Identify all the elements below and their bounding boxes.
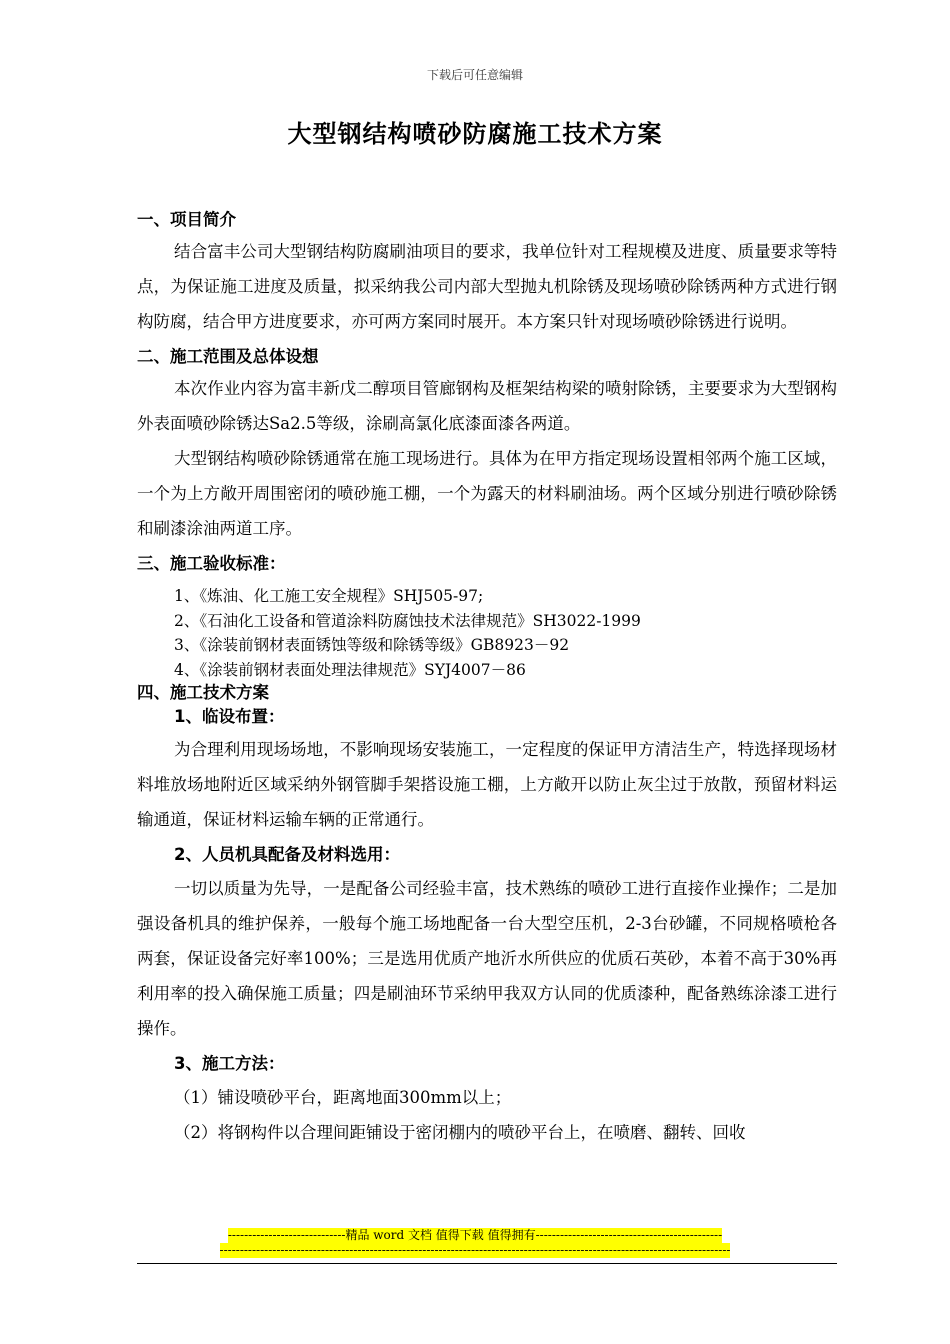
section-heading-intro: 一、项目简介 (137, 210, 236, 229)
footer-banner-line-2: ------------------------------------------------------------------------------------------------------------------------------ (219, 1243, 731, 1257)
method-step-1: （1）铺设喷砂平台，距离地面300mm以上； (174, 1088, 512, 1107)
subsection-heading-temporary-facilities: 1、临设布置： (174, 707, 285, 726)
footer-rule (137, 1263, 837, 1264)
document-title: 大型钢结构喷砂防腐施工技术方案 (287, 119, 663, 148)
standard-item: 2、《石油化工设备和管道涂料防腐蚀技术法律规范》SH3022-1999 (174, 611, 641, 630)
standard-item: 4、《涂装前钢材表面处理法律规范》SYJ4007－86 (174, 660, 526, 679)
subsection-heading-construction-method: 3、施工方法： (174, 1054, 285, 1073)
paragraph-temporary-facilities: 为合理利用现场场地，不影响现场安装施工，一定程度的保证甲方清洁生产，特选择现场材料堆放场地附近区域采纳外钢管脚手架搭设施工棚，上方敞开以防止灰尘过于放散，预留材料运输通道，保证材料运输车辆的正常通行。 (137, 740, 837, 829)
paragraph-personnel-equipment: 一切以质量为先导，一是配备公司经验丰富，技术熟练的喷砂工进行直接作业操作；二是加强设备机具的维护保养，一般每个施工场地配备一台大型空压机，2-3台砂罐，不同规格喷枪各两套，保证设备完好率100%；三是选用优质产地沂水所供应的优质石英砂，本着不高于30%再利用率的投入确保施工质量；四是刷油环节采纳甲我双方认同的优质漆种，配备熟练涂漆工进行操作。 (137, 879, 837, 1038)
method-step-2: （2）将钢构件以合理间距铺设于密闭棚内的喷砂平台上，在喷磨、翻转、回收 (174, 1123, 746, 1142)
standard-item: 1、《炼油、化工施工安全规程》SHJ505-97; (174, 587, 484, 605)
footer-banner-line-1: -----------------------------精品 word 文档 值得下载 值得拥有---------------------------------------------- (227, 1228, 723, 1242)
standard-item: 3、《涂装前钢材表面锈蚀等级和除锈等级》GB8923－92 (174, 636, 570, 654)
standards-list (137, 584, 837, 682)
paragraph-scope-2: 大型钢结构喷砂除锈通常在施工现场进行。具体为在甲方指定现场设置相邻两个施工区域，一个为上方敞开周围密闭的喷砂施工棚，一个为露天的材料刷油场。两个区域分别进行喷砂除锈和刷漆涂油两道工序。 (137, 449, 837, 538)
section-heading-scope: 二、施工范围及总体设想 (137, 347, 319, 366)
section-heading-technical-plan: 四、施工技术方案 (137, 683, 269, 702)
header-note: 下载后可任意编辑 (426, 68, 523, 82)
paragraph-scope-1: 本次作业内容为富丰新戊二醇项目管廊钢构及框架结构梁的喷射除锈，主要要求为大型钢构外表面喷砂除锈达Sa2.5等级，涂刷高氯化底漆面漆各两道。 (137, 379, 837, 433)
document-body (137, 206, 837, 1150)
section-heading-standards: 三、施工验收标准： (137, 554, 286, 573)
paragraph-intro: 结合富丰公司大型钢结构防腐刷油项目的要求，我单位针对工程规模及进度、质量要求等特点，为保证施工进度及质量，拟采纳我公司内部大型抛丸机除锈及现场喷砂除锈两种方式进行钢构防腐，结合甲方进度要求，亦可两方案同时展开。本方案只针对现场喷砂除锈进行说明。 (137, 242, 837, 331)
footer-banner (0, 1228, 950, 1258)
subsection-heading-personnel-equipment: 2、人员机具配备及材料选用： (174, 845, 400, 864)
